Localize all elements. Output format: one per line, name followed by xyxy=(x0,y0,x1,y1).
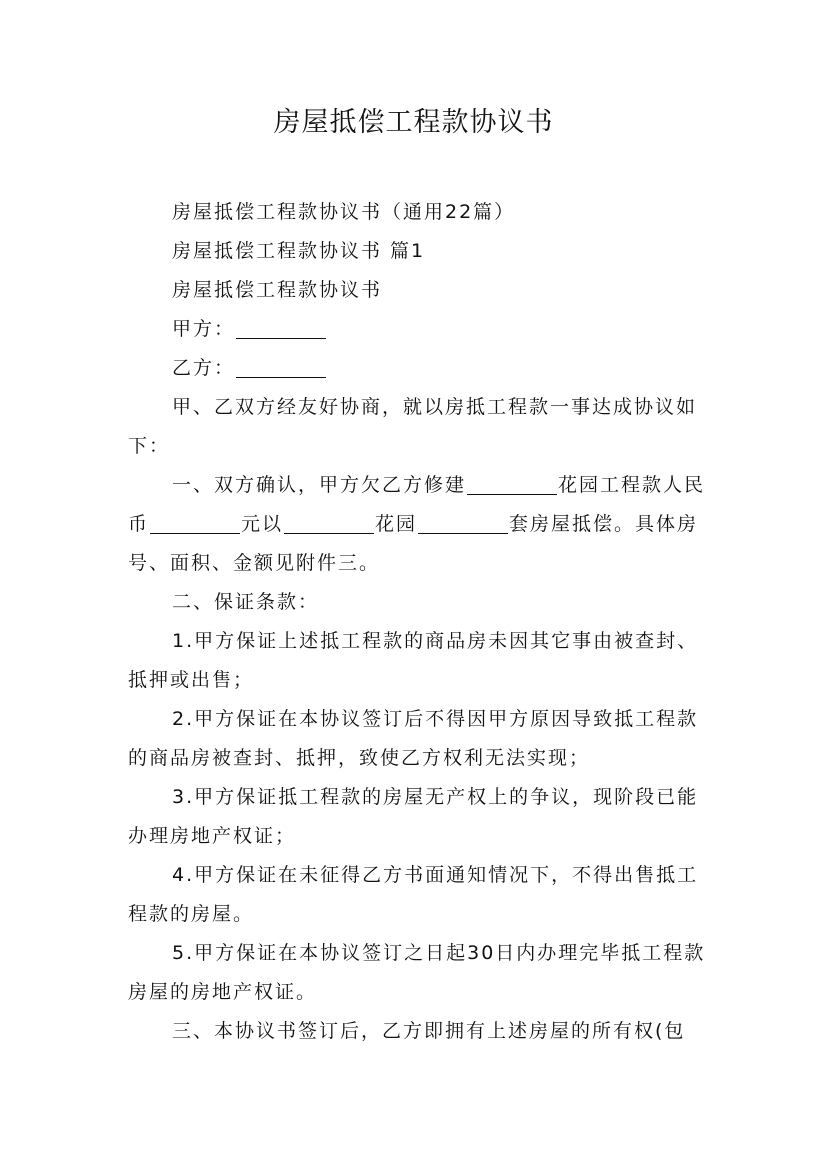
project-name-blank xyxy=(467,476,557,495)
clause-1-text-a: 一、双方确认，甲方欠乙方修建 xyxy=(172,474,467,496)
clause-2-item-2: 2.甲方保证在本协议签订后不得因甲方原因导致抵工程款的商品房被查封、抵押，致使乙方权利无法实现； xyxy=(128,708,699,769)
party-a-line xyxy=(128,310,708,349)
clause-1-text-e: 套房屋抵偿。具体房号、面积、金额见附件三。 xyxy=(128,513,699,574)
party-b-blank xyxy=(236,359,326,378)
preamble: 甲、乙双方经友好协商，就以房抵工程款一事达成协议如下： xyxy=(128,396,698,457)
party-b-line xyxy=(128,349,708,388)
intro-title: 房屋抵偿工程款协议书（通用22篇） xyxy=(172,201,516,223)
clause-3-partial: 三、本协议书签订后，乙方即拥有上述房屋的所有权(包 xyxy=(172,1020,686,1042)
document-title: 房屋抵偿工程款协议书 xyxy=(273,107,554,138)
sub-title: 房屋抵偿工程款协议书 xyxy=(172,279,383,301)
clause-2-item-5: 5.甲方保证在本协议签订之日起30日内办理完毕抵工程款房屋的房地产权证。 xyxy=(128,942,706,1003)
document-body xyxy=(128,193,708,1051)
clause-2-item-1: 1.甲方保证上述抵工程款的商品房未因其它事由被查封、抵押或出售； xyxy=(128,630,699,691)
garden-name-blank xyxy=(284,515,374,534)
clause-1-text-c: 元以 xyxy=(241,513,284,535)
clause-1-text-b: 花园工程款人民币 xyxy=(128,474,706,535)
amount-blank xyxy=(150,515,240,534)
clause-2-item-4: 4.甲方保证在未征得乙方书面通知情况下，不得出售抵工程款的房屋。 xyxy=(128,864,699,925)
unit-count-blank xyxy=(418,515,508,534)
party-a-label: 甲方： xyxy=(172,318,236,340)
party-b-label: 乙方： xyxy=(172,357,236,379)
section-title: 房屋抵偿工程款协议书 篇1 xyxy=(172,240,426,262)
clause-1 xyxy=(128,466,708,583)
clause-1-text-d: 花园 xyxy=(375,513,418,535)
clause-2-item-3: 3.甲方保证抵工程款的房屋无产权上的争议，现阶段已能办理房地产权证； xyxy=(128,786,699,847)
clause-2-title: 二、保证条款： xyxy=(172,591,320,613)
party-a-blank xyxy=(236,320,326,339)
